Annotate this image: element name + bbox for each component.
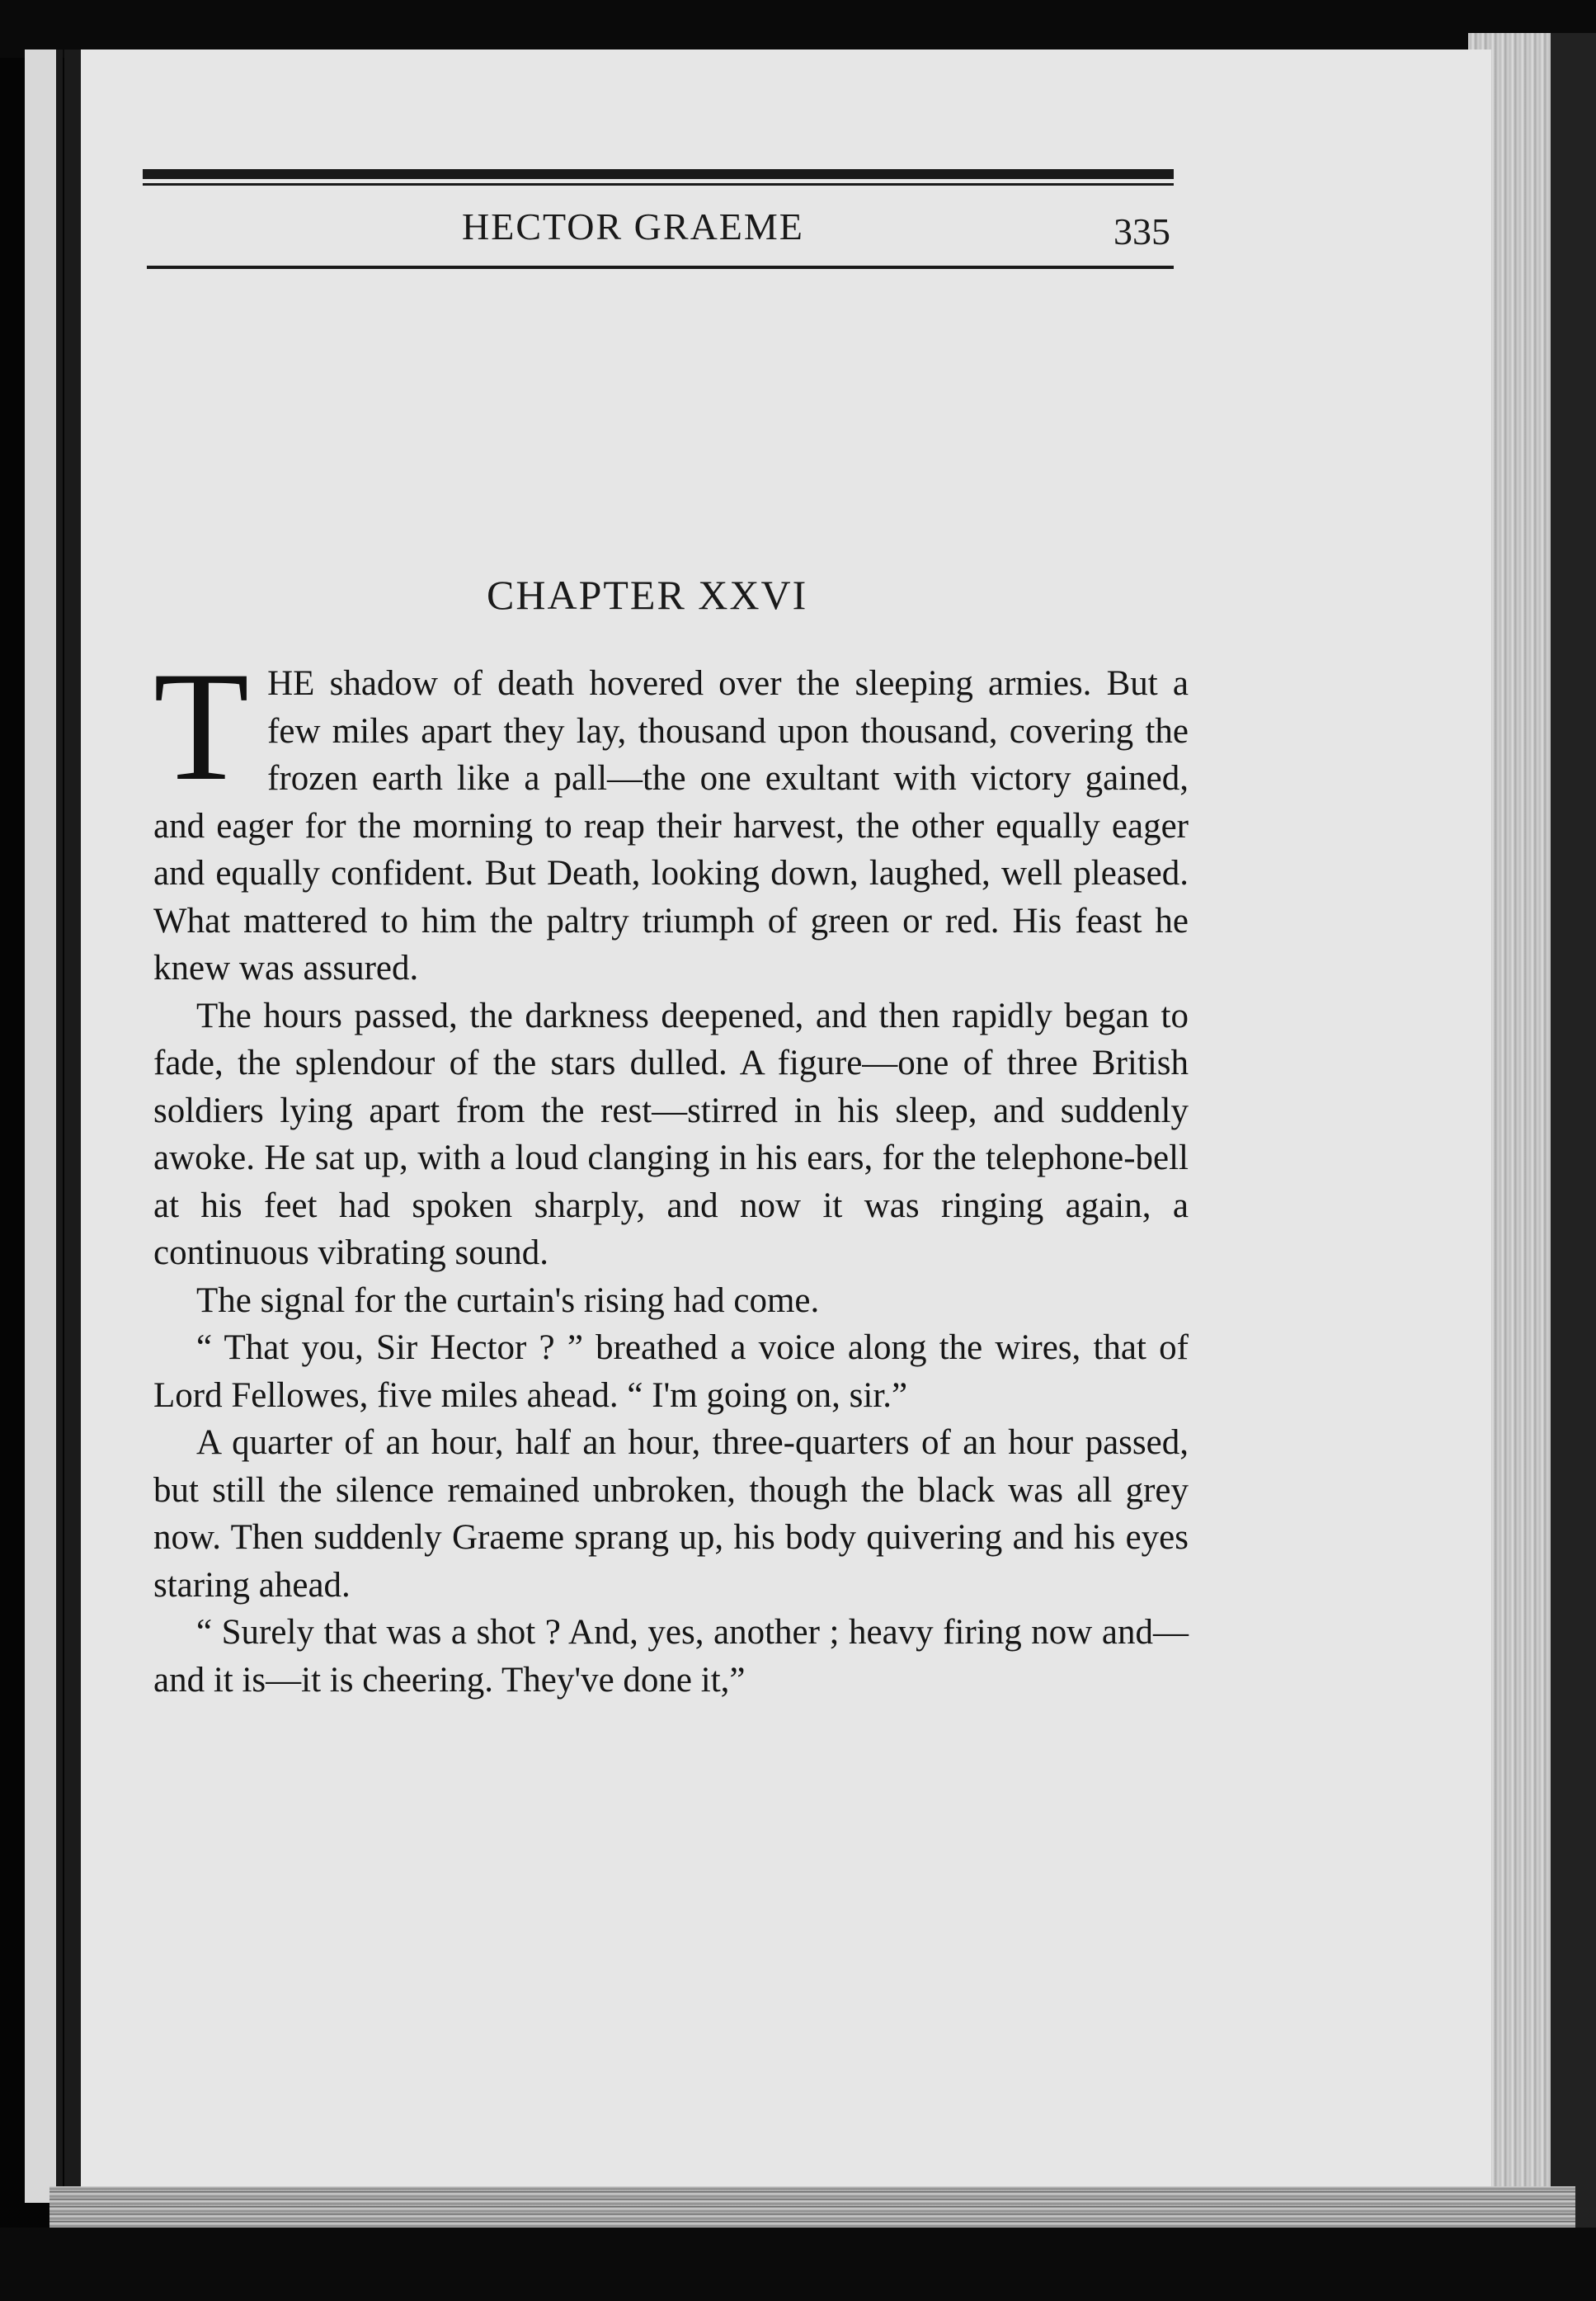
- chapter-body-text: [153, 640, 1189, 1704]
- book-left-shadow: [64, 50, 81, 2203]
- header-underline-rule: [147, 266, 1174, 269]
- chapter-heading: CHAPTER XXVI: [487, 572, 808, 618]
- paragraph-1-text: HE shadow of death hovered over the sleeping armies. But a few miles apart they lay, thousand upon thousand, covering the frozen earth like a pall—the one exultant with victory gained, and eager for the morning to reap their harvest, the other equally eager and equally confident. But Death, looking down, laughed, well pleased. What mattered to him the paltry triumph of green or red. His feast he knew was assured.: [153, 664, 1189, 988]
- paragraph-5: A quarter of an hour, half an hour, three-quarters of an hour passed, but still the silence remained unbroken, though the black was all grey now. Then suddenly Graeme sprang up, his body quivering and his eyes staring ahead.: [153, 1423, 1189, 1605]
- paragraph-1: [153, 640, 1189, 993]
- scan-bottom-border: [0, 2228, 1596, 2301]
- header-rule-thick: [143, 169, 1174, 179]
- header-rule-thin: [143, 183, 1174, 186]
- paragraph-3: The signal for the curtain's rising had come.: [196, 1280, 820, 1320]
- scan-right-border: [1551, 33, 1596, 2261]
- paragraph-2: The hours passed, the darkness deepened, and then rapidly began to fade, the splendour of the stars dulled. A figure—one of three British soldiers lying apart from the rest—stirred in his sleep, and suddenly awoke. He sat up, with a loud clanging in his ears, for the telephone-bell at his feet had spoken sharply, and now it was ringing again, a continuous vibrating sound.: [153, 996, 1189, 1272]
- drop-cap-letter: T: [153, 640, 250, 813]
- book-left-edge: [25, 50, 63, 2203]
- page-number: 335: [1113, 210, 1170, 252]
- paragraph-4: “ That you, Sir Hector ? ” breathed a voice along the wires, that of Lord Fellowes, five miles ahead. “ I'm going on, sir.”: [153, 1328, 1189, 1415]
- paragraph-6: “ Surely that was a shot ? And, yes, another ; heavy firing now and—and it is—it is cheering. They've done it,”: [153, 1613, 1189, 1700]
- running-title: HECTOR GRAEME: [462, 205, 804, 248]
